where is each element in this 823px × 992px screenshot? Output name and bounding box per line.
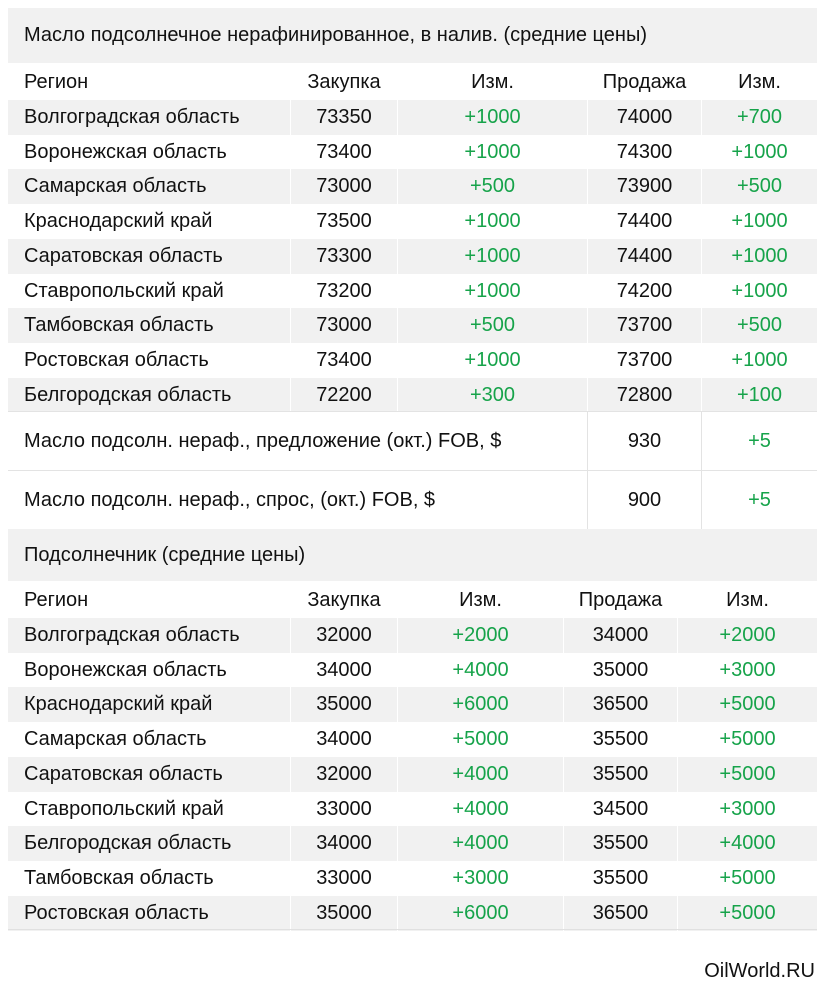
table-row xyxy=(8,274,817,309)
region-cell: Саратовская область xyxy=(8,757,291,792)
fob-demand-row xyxy=(8,470,817,530)
sell-change-cell: +5000 xyxy=(719,693,776,716)
buy-price-cell: 73300 xyxy=(291,239,398,274)
table-row xyxy=(8,169,817,204)
fob-offer-change: +5 xyxy=(748,430,771,452)
buy-price-cell: 73000 xyxy=(291,308,398,343)
sell-price-cell: 74400 xyxy=(588,239,702,274)
sell-change-cell: +500 xyxy=(736,314,783,337)
sell-change-cell: +5000 xyxy=(719,728,776,751)
col-sell-header: Продажа xyxy=(588,65,702,100)
region-cell: Белгородская область xyxy=(8,378,291,413)
buy-price-cell: 33000 xyxy=(291,861,398,896)
oil-header-row xyxy=(8,65,817,100)
table-row xyxy=(8,100,817,135)
buy-price-cell: 73350 xyxy=(291,100,398,135)
fob-demand-value: 900 xyxy=(588,471,702,530)
buy-price-cell: 34000 xyxy=(291,826,398,861)
col-sell-change-header: Изм. xyxy=(738,71,781,93)
buy-change-cell: +6000 xyxy=(398,687,564,722)
sell-price-cell: 74200 xyxy=(588,274,702,309)
buy-price-cell: 32000 xyxy=(291,757,398,792)
region-cell: Воронежская область xyxy=(8,135,291,170)
table-row xyxy=(8,653,817,688)
sell-change-cell: +3000 xyxy=(719,797,776,820)
col-buy-header: Закупка xyxy=(291,583,398,618)
sell-change-cell: +1000 xyxy=(731,140,788,163)
buy-price-cell: 34000 xyxy=(291,653,398,688)
sell-change-cell: +3000 xyxy=(719,658,776,681)
table-row xyxy=(8,618,817,653)
buy-price-cell: 33000 xyxy=(291,792,398,827)
sell-price-cell: 72800 xyxy=(588,378,702,413)
fob-demand-label: Масло подсолн. нераф., спрос, (окт.) FOB, $ xyxy=(8,471,588,530)
sell-price-cell: 36500 xyxy=(564,687,678,722)
sell-price-cell: 35500 xyxy=(564,826,678,861)
fob-offer-label: Масло подсолн. нераф., предложение (окт.) FOB, $ xyxy=(8,412,588,471)
sell-change-cell: +5000 xyxy=(719,866,776,889)
table-row xyxy=(8,308,817,343)
table-row xyxy=(8,792,817,827)
fob-offer-value: 930 xyxy=(588,412,702,471)
region-cell: Ставропольский край xyxy=(8,274,291,309)
region-cell: Воронежская область xyxy=(8,653,291,688)
buy-change-cell: +5000 xyxy=(398,722,564,757)
buy-change-cell: +3000 xyxy=(398,861,564,896)
region-cell: Саратовская область xyxy=(8,239,291,274)
region-cell: Краснодарский край xyxy=(8,204,291,239)
buy-change-cell: +1000 xyxy=(398,343,588,378)
fob-offer-row xyxy=(8,411,817,471)
buy-change-cell: +4000 xyxy=(398,792,564,827)
sell-price-cell: 34000 xyxy=(564,618,678,653)
col-region-header: Регион xyxy=(8,65,291,100)
sell-price-cell: 34500 xyxy=(564,792,678,827)
sell-price-cell: 35000 xyxy=(564,653,678,688)
buy-change-cell: +1000 xyxy=(398,204,588,239)
fob-demand-change: +5 xyxy=(748,489,771,511)
table-row xyxy=(8,378,817,413)
buy-change-cell: +500 xyxy=(398,169,588,204)
buy-change-cell: +1000 xyxy=(398,135,588,170)
buy-change-cell: +4000 xyxy=(398,826,564,861)
buy-price-cell: 73200 xyxy=(291,274,398,309)
region-cell: Ростовская область xyxy=(8,343,291,378)
buy-price-cell: 35000 xyxy=(291,896,398,931)
buy-change-cell: +6000 xyxy=(398,896,564,931)
sell-price-cell: 35500 xyxy=(564,722,678,757)
price-sheet xyxy=(8,8,817,929)
sell-change-cell: +100 xyxy=(736,383,783,406)
buy-price-cell: 73500 xyxy=(291,204,398,239)
sell-price-cell: 74000 xyxy=(588,100,702,135)
sell-change-cell: +500 xyxy=(736,175,783,198)
col-sell-header: Продажа xyxy=(564,583,678,618)
region-cell: Краснодарский край xyxy=(8,687,291,722)
sell-price-cell: 74300 xyxy=(588,135,702,170)
sell-change-cell: +5000 xyxy=(719,762,776,785)
region-cell: Волгоградская область xyxy=(8,618,291,653)
table-row xyxy=(8,343,817,378)
table-row xyxy=(8,896,817,931)
oil-section-title: Масло подсолнечное нерафинированное, в налив. (средние цены) xyxy=(8,8,817,63)
table-row xyxy=(8,239,817,274)
buy-change-cell: +1000 xyxy=(398,274,588,309)
table-row xyxy=(8,722,817,757)
sell-change-cell: +5000 xyxy=(719,901,776,924)
region-cell: Ставропольский край xyxy=(8,792,291,827)
buy-change-cell: +4000 xyxy=(398,653,564,688)
buy-price-cell: 73400 xyxy=(291,135,398,170)
region-cell: Тамбовская область xyxy=(8,861,291,896)
buy-price-cell: 34000 xyxy=(291,722,398,757)
col-region-header: Регион xyxy=(8,583,291,618)
col-sell-change-header: Изм. xyxy=(726,589,769,611)
col-buy-change-header: Изм. xyxy=(398,65,588,100)
table-row xyxy=(8,135,817,170)
sell-change-cell: +1000 xyxy=(731,279,788,302)
seeds-header-row xyxy=(8,583,817,618)
table-row xyxy=(8,687,817,722)
region-cell: Ростовская область xyxy=(8,896,291,931)
col-buy-change-header: Изм. xyxy=(398,583,564,618)
footer-divider xyxy=(8,929,817,930)
buy-change-cell: +4000 xyxy=(398,757,564,792)
sell-price-cell: 73700 xyxy=(588,343,702,378)
sell-price-cell: 74400 xyxy=(588,204,702,239)
sell-price-cell: 73700 xyxy=(588,308,702,343)
buy-change-cell: +1000 xyxy=(398,239,588,274)
brand-label: OilWorld.RU xyxy=(704,960,815,982)
region-cell: Белгородская область xyxy=(8,826,291,861)
region-cell: Тамбовская область xyxy=(8,308,291,343)
region-cell: Волгоградская область xyxy=(8,100,291,135)
region-cell: Самарская область xyxy=(8,722,291,757)
sell-price-cell: 36500 xyxy=(564,896,678,931)
table-row xyxy=(8,204,817,239)
sell-change-cell: +1000 xyxy=(731,244,788,267)
buy-change-cell: +1000 xyxy=(398,100,588,135)
buy-change-cell: +300 xyxy=(398,378,588,413)
sell-change-cell: +1000 xyxy=(731,348,788,371)
sell-change-cell: +1000 xyxy=(731,210,788,233)
sell-change-cell: +700 xyxy=(736,106,783,128)
buy-change-cell: +2000 xyxy=(398,618,564,653)
table-row xyxy=(8,826,817,861)
sell-change-cell: +2000 xyxy=(719,624,776,646)
buy-price-cell: 32000 xyxy=(291,618,398,653)
sell-price-cell: 35500 xyxy=(564,757,678,792)
buy-price-cell: 73400 xyxy=(291,343,398,378)
buy-price-cell: 35000 xyxy=(291,687,398,722)
sell-price-cell: 73900 xyxy=(588,169,702,204)
buy-price-cell: 72200 xyxy=(291,378,398,413)
col-buy-header: Закупка xyxy=(291,65,398,100)
region-cell: Самарская область xyxy=(8,169,291,204)
table-row xyxy=(8,861,817,896)
seeds-section-title: Подсолнечник (средние цены) xyxy=(8,529,817,581)
buy-change-cell: +500 xyxy=(398,308,588,343)
buy-price-cell: 73000 xyxy=(291,169,398,204)
table-row xyxy=(8,757,817,792)
sell-price-cell: 35500 xyxy=(564,861,678,896)
sell-change-cell: +4000 xyxy=(719,832,776,855)
